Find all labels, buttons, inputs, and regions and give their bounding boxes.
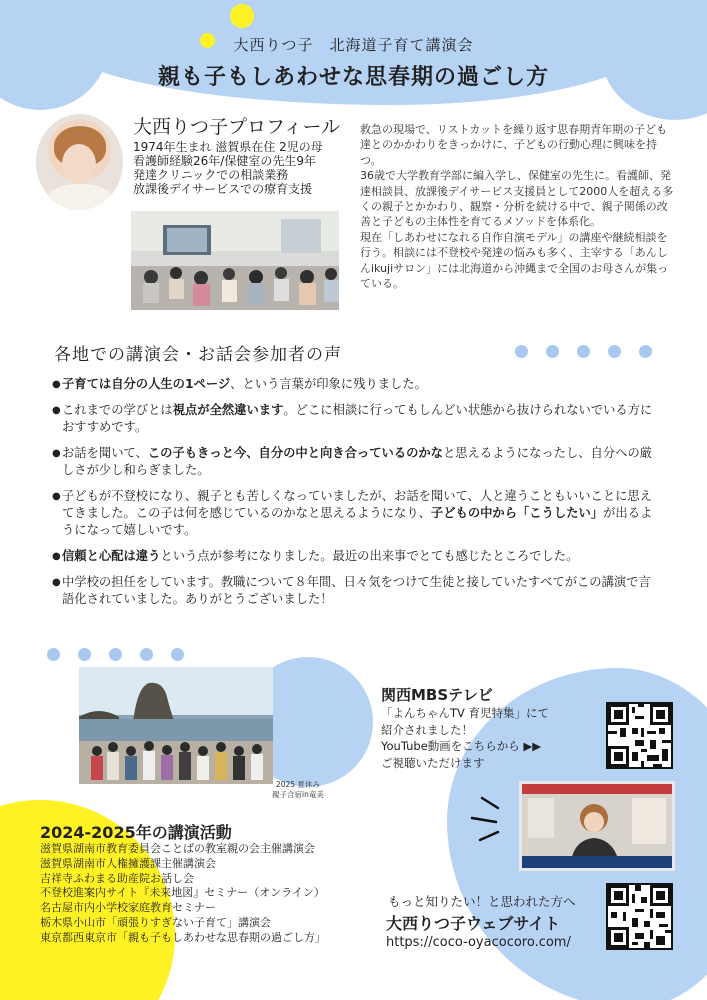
activity-item: 吉祥寺ふわまる助産院お話し会: [40, 871, 194, 885]
decor-dot: [608, 345, 621, 358]
page-title: 親も子もしあわせな思春期の過ごし方: [157, 65, 549, 90]
voice-segment: 、という言葉が印象に残りました。: [230, 377, 427, 391]
voice-item: [52, 488, 662, 539]
voice-emphasis: 視点が全然違います: [172, 403, 284, 417]
activities-list: [40, 842, 326, 946]
activities-title: 2024-2025年の講演活動: [40, 823, 232, 842]
decor-dot: [577, 345, 590, 358]
bullet-icon: ●: [52, 551, 61, 562]
voice-emphasis: この子もきっと今、自分の中と向き合っているのかな: [147, 446, 443, 460]
voice-segment: という点が参考になりました。最近の出来事でとても感じたところでした。: [160, 549, 579, 563]
website-url[interactable]: https://coco-oyacocoro.com/: [386, 935, 571, 950]
caption-line: 親子合宿in竜美: [272, 790, 324, 799]
activity-item: 滋賀県湖南市人権擁護課主催講演会: [40, 856, 216, 870]
voice-segment: 中学校の担任をしています。教職について８年間、日々気をつけて生徒と接していたすべてがこの講演で言語化されていました。ありがとうございました！: [62, 575, 651, 606]
decor-dot: [47, 648, 60, 661]
activity-item: 名古屋市内小学校家庭教育セミナー: [40, 901, 216, 915]
voice-text: [62, 574, 662, 608]
voice-item: [52, 376, 662, 393]
website-qr-code[interactable]: [606, 883, 673, 950]
profile-bio: [360, 122, 678, 291]
voice-text: [62, 548, 662, 565]
profile-fact: 看護師経験26年/保健室の先生9年: [133, 154, 316, 168]
voice-text: [62, 445, 662, 479]
profile-fact: 1974年生まれ 滋賀県在住 2児の母: [133, 140, 323, 154]
sparkle-lines-icon: [466, 792, 512, 848]
voice-item: [52, 402, 662, 436]
voice-emphasis: 信頼と心配は違う: [62, 549, 161, 563]
activity-item: 滋賀県湖南市教育委員会ことばの教室親の会主催講演会: [40, 842, 315, 855]
profile-title: 大西りつ子プロフィール: [133, 116, 341, 138]
voice-item: [52, 574, 662, 608]
decor-dot: [109, 648, 122, 661]
media-text: [381, 705, 549, 771]
profile-facts: [133, 140, 323, 196]
decor-dot: [140, 648, 153, 661]
website-title: 大西りつ子ウェブサイト: [386, 914, 561, 933]
media-line: 「よんちゃんTV 育児特集」にて: [381, 706, 550, 720]
header-cloud-left: [0, 0, 110, 110]
bio-paragraph: 救急の現場で、リストカットを繰り返す思春期青年期の子ども達とのかかわりをきっかけに、子どもの行動心理に興味を持つ。: [360, 123, 668, 167]
bullet-icon: ●: [52, 448, 61, 459]
media-line: ご視聴いただけます: [381, 755, 485, 770]
voice-segment: 。どこに相談に行ってもしんどい状態から抜けられないでいる方におすすめです。: [62, 403, 653, 434]
bullet-icon: ●: [52, 405, 61, 416]
seminar-photo: [131, 211, 339, 310]
profile-fact: 発達クリニックでの相談業務: [133, 168, 289, 182]
voice-segment: これまでの学びとは: [62, 403, 173, 417]
media-line[interactable]: YouTube動画をこちらから ▶▶: [381, 739, 542, 753]
voice-item: [52, 548, 662, 565]
activity-item: 不登校進案内サイト『未来地図』セミナー（オンライン）: [40, 886, 325, 900]
decor-dot: [78, 648, 91, 661]
media-line: 紹介されました！: [381, 722, 473, 737]
decor-dot: [546, 345, 559, 358]
caption-line: 2025 夏休み: [275, 780, 320, 789]
voice-segment: 子どもが不登校になり、親子とも苦しくなっていましたが、お話を聞いて、人と違うこともいいことに思えてきました。この子は何を感じているのかなと思えるようになり、: [62, 489, 653, 520]
voice-segment: と思えるようになったし、自分への厳しさが少し和らぎました。: [62, 446, 653, 477]
activity-item: 東京都西東京市「親も子もしあわせな思春期の過ごし方」: [40, 930, 326, 944]
trip-photo-caption: [272, 780, 324, 800]
profile-avatar: [36, 114, 123, 210]
voice-text: [62, 402, 662, 436]
youtube-qr-code[interactable]: [606, 702, 673, 769]
trip-photo: [79, 667, 273, 784]
bullet-icon: ●: [52, 577, 61, 588]
bio-paragraph: 36歳で大学教育学部に編入学し、保健室の先生に。看護師、発達相談員、放課後デイサービス支援員として2000人を超える多くの親子とかかわり、観察・分析を続ける中で、親子関係の改善と子どもの主体性を育てるメソッドを体系化。: [360, 169, 674, 229]
voice-emphasis: 子育ては自分の人生の1ページ: [62, 377, 231, 391]
voices-heading: 各地での講演会・お話会参加者の声: [54, 345, 342, 365]
yellow-dot-large: [230, 4, 254, 28]
bullet-icon: ●: [52, 491, 61, 502]
website-subtitle: もっと知りたい！と思われた方へ: [388, 894, 576, 909]
bullet-icon: ●: [52, 379, 61, 390]
media-title: 関西MBSテレビ: [381, 686, 493, 704]
bio-paragraph: 現在「しあわせになれる自作自演モデル」の講座や継続相談を行う。相談には不登校や発達の悩みも多く、主宰する「あんしんikujiサロン」には北海道から沖縄まで全国のお母さんが集っている。: [360, 230, 669, 291]
voice-segment: が出るようになって嬉しいです。: [62, 506, 653, 537]
voice-text: [62, 376, 662, 393]
header-subtitle: 大西りつ子 北海道子育て講演会: [233, 36, 474, 54]
decor-dot: [639, 345, 652, 358]
decor-dot: [171, 648, 184, 661]
profile-fact: 放課後デイサービスでの療育支援: [133, 182, 313, 196]
tv-screenshot: [519, 781, 675, 871]
activity-item: 栃木県小山市「頑張りすぎない子育て」講演会: [40, 915, 271, 929]
voices-list: [52, 376, 662, 617]
decor-dot: [515, 345, 528, 358]
voice-text: [62, 488, 662, 539]
voice-item: [52, 445, 662, 479]
voice-segment: お話を聞いて、: [62, 446, 148, 460]
voice-emphasis: 子どもの中から「こうしたい」: [430, 506, 604, 520]
